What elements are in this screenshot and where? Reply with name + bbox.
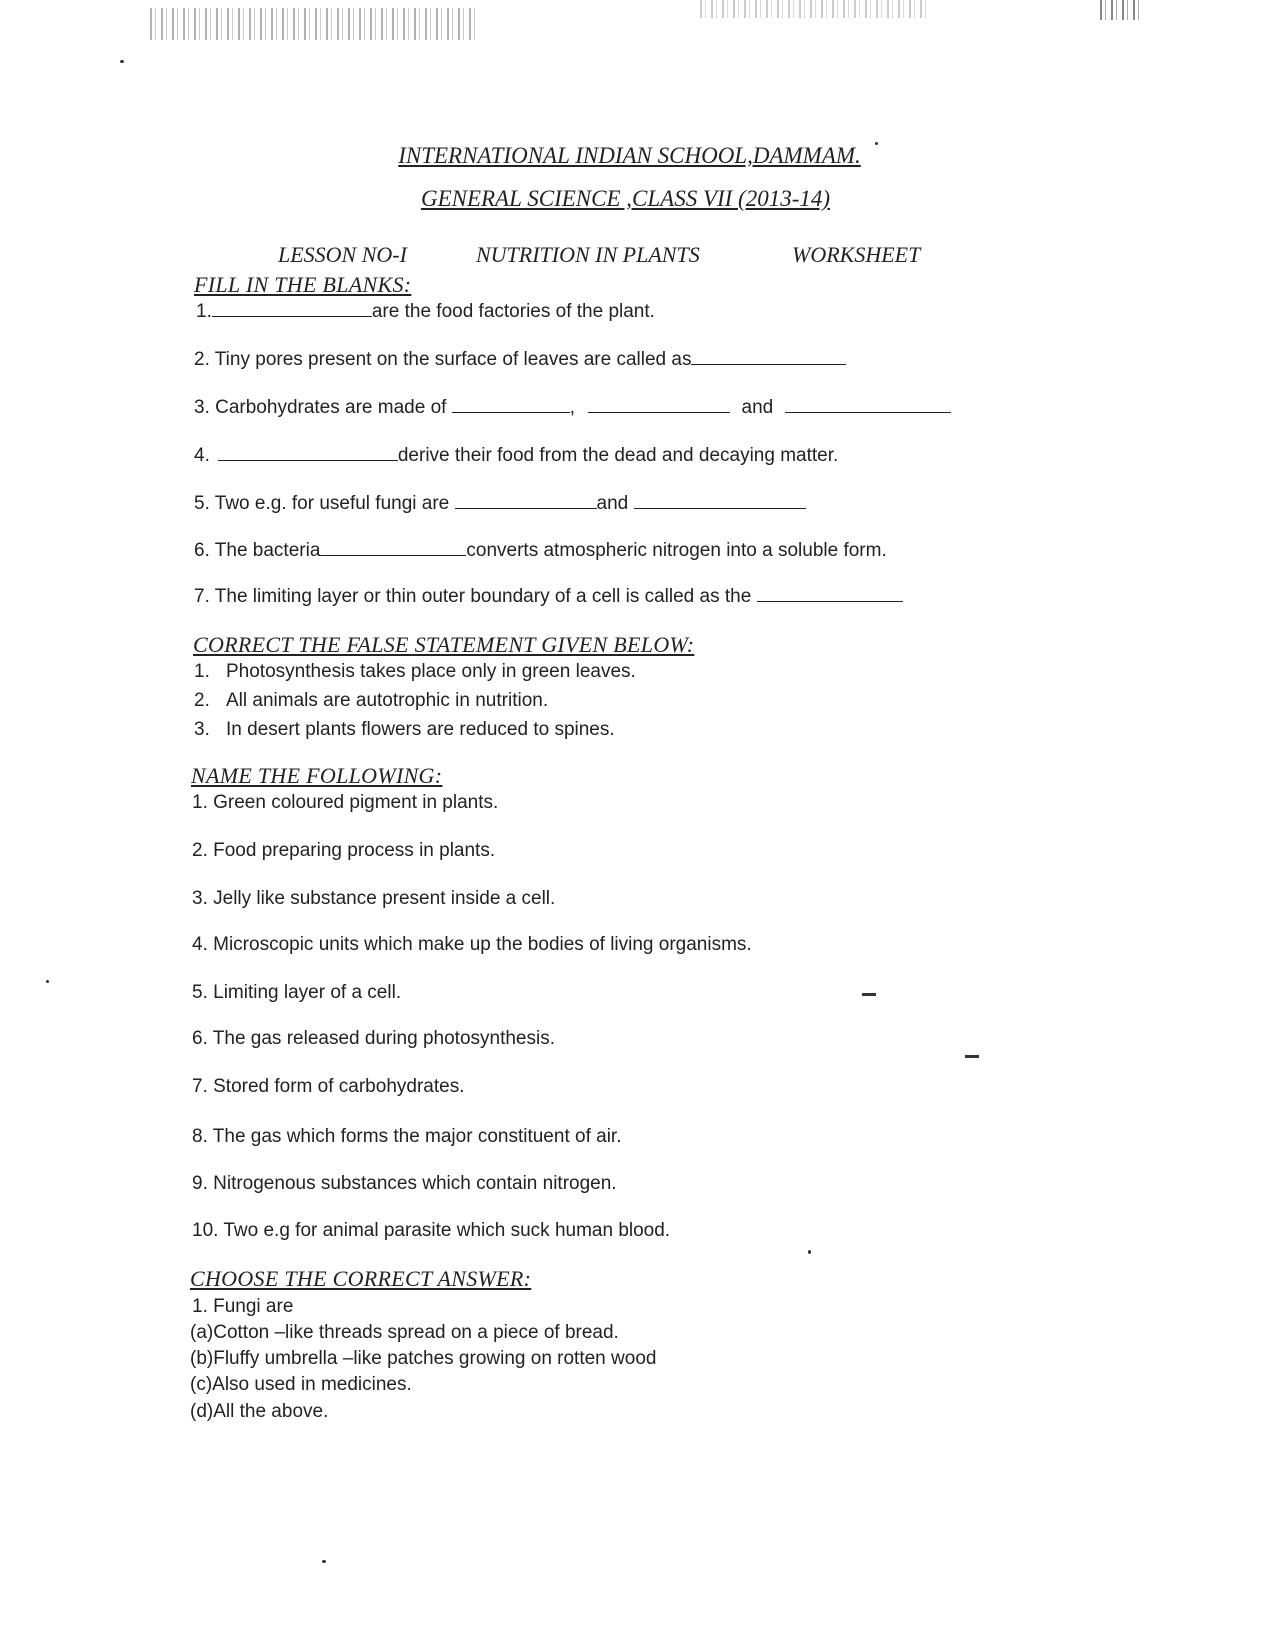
question-number: 1.: [196, 301, 212, 322]
fill-question-2: [194, 348, 846, 371]
item-number: 1.: [194, 661, 210, 682]
mcq-option-c[interactable]: (c)Also used in medicines.: [190, 1374, 412, 1395]
fill-question-6: [194, 539, 887, 562]
question-text: derive their food from the dead and decaying matter.: [397, 445, 839, 466]
and-word: and: [741, 397, 774, 418]
name-item-7: 7. Stored form of carbohydrates.: [192, 1076, 465, 1097]
speck: [322, 1560, 326, 1563]
and-word: and: [596, 493, 629, 514]
question-text: 5. Two e.g. for useful fungi are: [194, 493, 450, 514]
answer-blank[interactable]: [452, 396, 570, 413]
item-text: In desert plants flowers are reduced to spines.: [226, 719, 615, 740]
fill-question-7: [194, 585, 903, 608]
name-item-4: 4. Microscopic units which make up the bodies of living organisms.: [192, 934, 752, 955]
question-text: 2. Tiny pores present on the surface of leaves are called as: [194, 349, 692, 370]
answer-blank[interactable]: [691, 348, 846, 365]
false-statements-title: CORRECT THE FALSE STATEMENT GIVEN BELOW:: [193, 632, 695, 657]
name-item-1: 1. Green coloured pigment in plants.: [192, 792, 499, 813]
fill-question-1: [196, 300, 655, 323]
subject-class: GENERAL SCIENCE ,CLASS VII (2013-14): [420, 186, 831, 211]
comma: ,: [569, 397, 575, 418]
answer-blank[interactable]: [455, 492, 597, 509]
answer-blank[interactable]: [785, 396, 951, 413]
lesson-number: LESSON NO-I: [278, 242, 407, 267]
mcq-option-b[interactable]: (b)Fluffy umbrella –like patches growing on rotten wood: [190, 1348, 657, 1369]
answer-blank[interactable]: [320, 539, 466, 556]
name-item-5: 5. Limiting layer of a cell.: [192, 982, 402, 1003]
fill-question-3: [194, 396, 951, 419]
name-following-title: NAME THE FOLLOWING:: [191, 763, 443, 788]
answer-blank[interactable]: [757, 585, 903, 602]
mcq-option-d[interactable]: (d)All the above.: [190, 1401, 329, 1422]
choose-answer-title: CHOOSE THE CORRECT ANSWER:: [190, 1266, 532, 1291]
speck: [862, 993, 876, 996]
name-item-10: 10. Two e.g for animal parasite which suck human blood.: [192, 1220, 671, 1241]
name-item-6: 6. The gas released during photosynthesis.: [192, 1028, 555, 1049]
mcq-option-a[interactable]: (a)Cotton –like threads spread on a piece of bread.: [190, 1322, 619, 1343]
answer-blank[interactable]: [212, 300, 372, 317]
name-item-2: 2. Food preparing process in plants.: [192, 840, 496, 861]
answer-blank[interactable]: [218, 444, 398, 461]
speck: [46, 980, 49, 983]
worksheet-label: WORKSHEET: [792, 242, 921, 267]
item-number: 3.: [194, 719, 210, 740]
question-text-continued: converts atmospheric nitrogen into a soluble form.: [466, 540, 887, 561]
lesson-topic: NUTRITION IN PLANTS: [476, 242, 700, 267]
speck: [120, 60, 124, 63]
false-statement-1: [194, 661, 636, 683]
question-text: are the food factories of the plant.: [371, 301, 655, 322]
item-text: All animals are autotrophic in nutrition.: [226, 690, 549, 711]
speck: [965, 1055, 979, 1058]
answer-blank[interactable]: [588, 396, 730, 413]
false-statement-2: [194, 690, 548, 712]
item-number: 2.: [194, 690, 210, 711]
fill-blanks-title: FILL IN THE BLANKS:: [194, 272, 412, 297]
name-item-3: 3. Jelly like substance present inside a cell.: [192, 888, 556, 909]
false-statement-3: [194, 719, 615, 741]
scan-smear-corner: [1100, 0, 1140, 20]
school-name: INTERNATIONAL INDIAN SCHOOL,DAMMAM.: [398, 143, 861, 168]
answer-blank[interactable]: [634, 492, 806, 509]
speck: [808, 1250, 811, 1254]
fill-question-4: [194, 444, 838, 467]
scan-smear-right: [700, 0, 930, 18]
fill-question-5: [194, 492, 806, 515]
scan-smear-left: [150, 8, 480, 40]
question-text: 7. The limiting layer or thin outer boundary of a cell is called as the: [194, 586, 752, 607]
question-text: 6. The bacteria: [194, 540, 321, 561]
item-text: Photosynthesis takes place only in green leaves.: [226, 661, 636, 682]
name-item-9: 9. Nitrogenous substances which contain nitrogen.: [192, 1173, 617, 1194]
name-item-8: 8. The gas which forms the major constituent of air.: [192, 1126, 622, 1147]
mcq-question-1: 1. Fungi are: [192, 1296, 294, 1317]
question-text: 3. Carbohydrates are made of: [194, 397, 447, 418]
question-number: 4.: [194, 445, 210, 466]
